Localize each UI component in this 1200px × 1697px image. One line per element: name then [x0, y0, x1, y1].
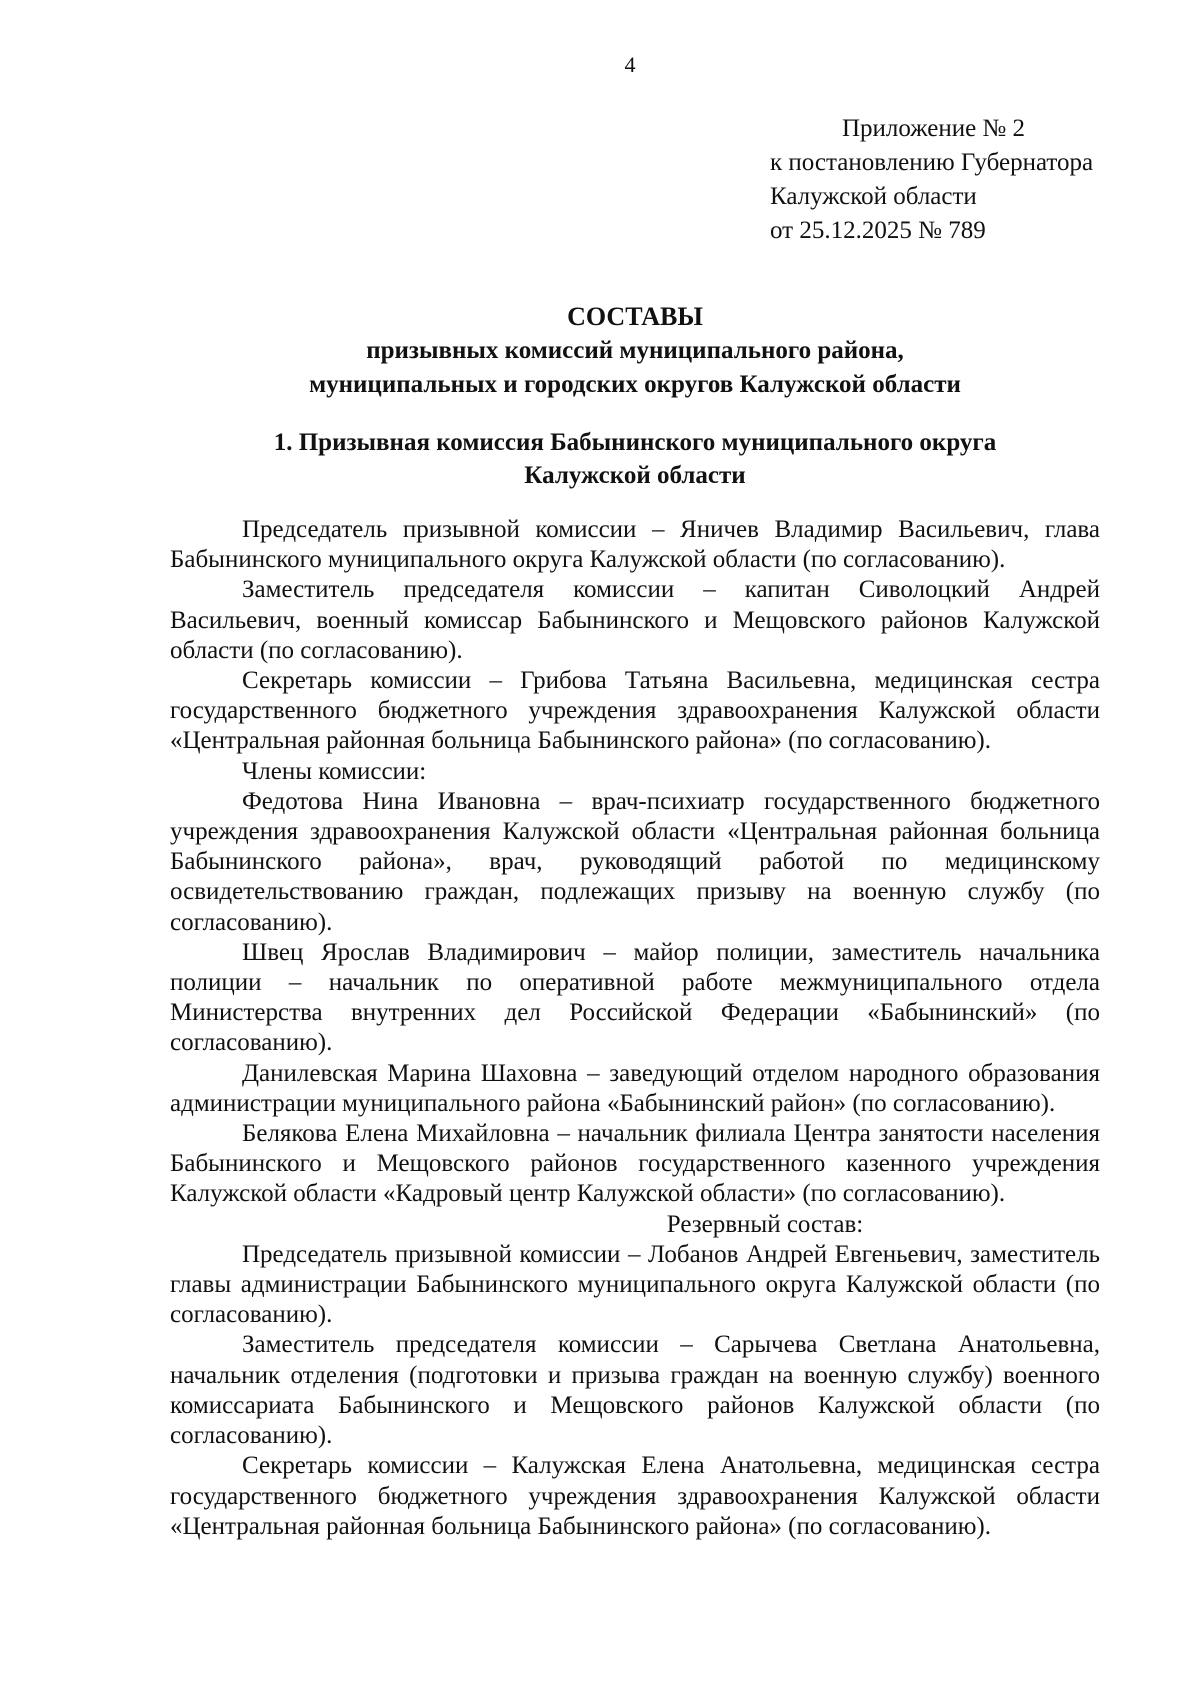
member-paragraph-1: Федотова Нина Ивановна – врач-психиатр государственного бюджетного учреждения здравоохранения Калужской области «Центральная районная больница Бабынинского района», врач, руководящий работой по медицинскому освидетельствованию граждан, подлежащих призыву на военную службу (по согласованию).: [170, 787, 1100, 936]
section-heading-line2: Калужской области: [524, 462, 746, 489]
appendix-reference: [770, 112, 1093, 248]
member-paragraph-3: Данилевская Марина Шаховна – заведующий отделом народного образования администрации муниципального района «Бабынинский район» (по согласованию).: [170, 1059, 1100, 1117]
member-paragraph-4: Белякова Елена Михайловна – начальник филиала Центра занятости населения Бабынинского и Мещовского районов государственного казенного учреждения Калужской области «Кадровый центр Калужской области» (по согласованию).: [170, 1120, 1100, 1208]
secretary-paragraph: Секретарь комиссии – Грибова Татьяна Васильевна, медицинская сестра государственного бюджетного учреждения здравоохранения Калужской области «Центральная районная больница Бабынинского района» (по согласованию).: [170, 667, 1100, 755]
chairman-paragraph: Председатель призывной комиссии – Яничев Владимир Васильевич, глава Бабынинского муниципального округа Калужской области (по согласованию).: [170, 516, 1100, 574]
reserve-label: Резервный состав:: [666, 1210, 864, 1238]
reserve-secretary-paragraph: Секретарь комиссии – Калужская Елена Анатольевна, медицинская сестра государственного бюджетного учреждения здравоохранения Калужской области «Центральная районная больница Бабынинского района» (по согласованию).: [170, 1452, 1100, 1540]
title-subtitle-line1: призывных комиссий муниципального района,: [366, 337, 904, 364]
reserve-chairman-paragraph: Председатель призывной комиссии – Лобанов Андрей Евгеньевич, заместитель главы администрации Бабынинского муниципального округа Калужской области (по согласованию).: [170, 1240, 1100, 1329]
title-subtitle-line2: муниципальных и городских округов Калужской области: [309, 371, 961, 398]
appendix-decree: к постановлению Губернатора: [770, 149, 1094, 176]
reserve-deputy-paragraph: Заместитель председателя комиссии – Сарычева Светлана Анатольевна, начальник отделения (подготовки и призыва граждан на военную службу) военного комиссариата Бабынинского и Мещовского районов Калужской области (по согласованию).: [170, 1331, 1100, 1450]
document-body: [170, 515, 1100, 1542]
section-heading-line1: 1. Призывная комиссия Бабынинского муниципального округа: [273, 429, 997, 456]
title-main: СОСТАВЫ: [567, 302, 703, 331]
deputy-paragraph: Заместитель председателя комиссии – капитан Сиволоцкий Андрей Васильевич, военный комиссар Бабынинского и Мещовского районов Калужской области (по согласованию).: [170, 576, 1100, 664]
document-title: [170, 300, 1100, 402]
member-paragraph-2: Швец Ярослав Владимирович – майор полиции, заместитель начальника полиции – начальник по оперативной работе межмуниципального отдела Министерства внутренних дел Российской Федерации «Бабынинский» (по согласованию).: [170, 938, 1100, 1057]
page-number: 4: [624, 52, 636, 77]
members-label: Члены комиссии:: [242, 757, 427, 785]
appendix-date-number: от 25.12.2025 № 789: [770, 217, 986, 244]
appendix-region: Калужской области: [770, 183, 977, 210]
section-heading: [170, 426, 1100, 492]
appendix-number: Приложение № 2: [842, 115, 1026, 142]
